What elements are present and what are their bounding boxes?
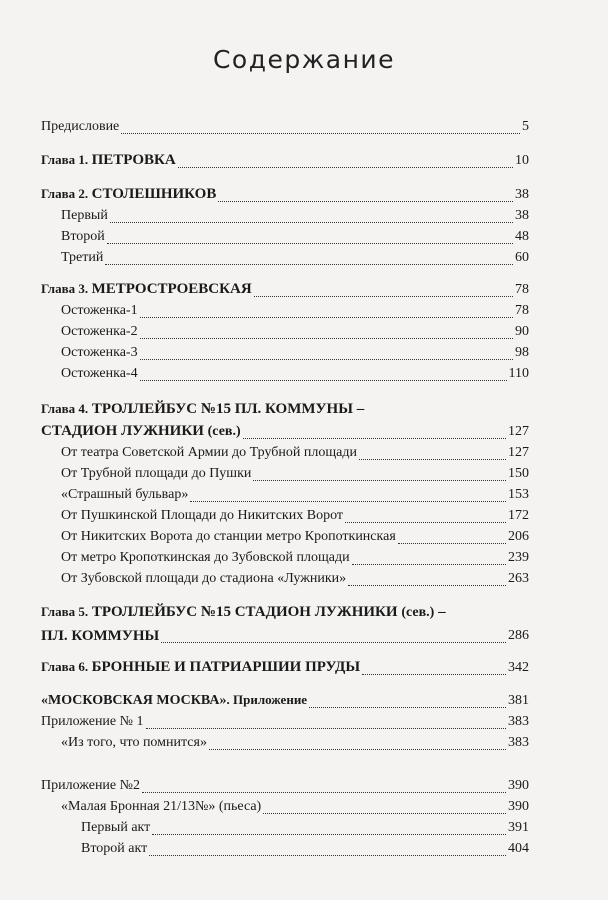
- leader-dots: [140, 380, 507, 381]
- leader-dots: [309, 707, 506, 708]
- toc-entry-page: 98: [515, 345, 529, 360]
- leader-dots: [121, 133, 520, 134]
- toc-entry-title: От Зубовской площади до стадиона «Лужники»: [61, 571, 347, 586]
- toc-entry[interactable]: [41, 526, 529, 547]
- toc-entry-title: СТАДИОН ЛУЖНИКИ (сев.): [41, 423, 241, 439]
- toc-entry-page: 390: [508, 778, 529, 793]
- toc-entry-title: Третий: [61, 250, 104, 265]
- toc-entry-page: 263: [508, 571, 529, 586]
- leader-dots: [352, 564, 506, 565]
- toc-entry-page: 127: [508, 445, 529, 460]
- toc-entry-title: От Никитских Ворота до станции метро Кропоткинская: [61, 529, 396, 544]
- toc-entry-page: 239: [508, 550, 529, 565]
- toc-entry[interactable]: [41, 838, 529, 859]
- toc-entry-page: 390: [508, 799, 529, 814]
- toc-entry[interactable]: [41, 732, 529, 753]
- toc-entry[interactable]: [41, 796, 529, 817]
- toc-entry-title: «МОСКОВСКАЯ МОСКВА». Приложение: [41, 692, 308, 708]
- leader-dots: [107, 243, 513, 244]
- toc-entry-chapter-5-line2[interactable]: [41, 623, 529, 646]
- toc-entry[interactable]: [41, 442, 529, 463]
- leader-dots: [263, 813, 506, 814]
- leader-dots: [345, 522, 506, 523]
- toc-entry-title: От театра Советской Армии до Трубной площади: [61, 445, 357, 460]
- toc-entry-page: 48: [515, 229, 529, 244]
- toc-entry-page: 127: [508, 424, 529, 439]
- toc-entry-appendix-2[interactable]: [41, 775, 529, 796]
- leader-dots: [110, 222, 513, 223]
- toc-entry-page: 38: [515, 208, 529, 223]
- toc-entry-title: Глава 6. БРОННЫЕ И ПАТРИАРШИИ ПРУДЫ: [41, 659, 361, 675]
- toc-entry-title: Остоженка-1: [61, 303, 138, 318]
- toc-entry-page: 404: [508, 841, 529, 856]
- toc-entry-preface[interactable]: [41, 116, 529, 137]
- toc-entry-page: 78: [515, 303, 529, 318]
- leader-dots: [140, 338, 513, 339]
- toc-entry-title: Остоженка-4: [61, 366, 138, 381]
- toc-entry-page: 90: [515, 324, 529, 339]
- toc-entry-title: Глава 3. МЕТРОСТРОЕВСКАЯ: [41, 281, 252, 297]
- toc-entry-page: 38: [515, 187, 529, 202]
- leader-dots: [253, 480, 506, 481]
- toc-entry[interactable]: [41, 817, 529, 838]
- toc-entry-title: Остоженка-3: [61, 345, 138, 360]
- toc-entry-title: Второй акт: [81, 841, 148, 856]
- leader-dots: [362, 674, 506, 675]
- toc-entry-title: Глава 1. ПЕТРОВКА: [41, 152, 176, 168]
- toc-entry-page: 60: [515, 250, 529, 265]
- toc-entry-title: Приложение № 1: [41, 714, 144, 729]
- leader-dots: [254, 296, 513, 297]
- leader-dots: [142, 792, 506, 793]
- toc-entry[interactable]: [41, 568, 529, 589]
- toc-entry-title: Первый акт: [81, 820, 151, 835]
- toc-entry-page: 286: [508, 628, 529, 643]
- toc-entry-page: 381: [508, 693, 529, 708]
- leader-dots: [140, 359, 513, 360]
- toc-entry-chapter-4-line2[interactable]: [41, 419, 529, 442]
- toc-entry-chapter-2[interactable]: [41, 184, 529, 205]
- toc-entry-appendix-1[interactable]: [41, 711, 529, 732]
- toc-entry-page: 383: [508, 735, 529, 750]
- toc-entry-chapter-3[interactable]: [41, 279, 529, 300]
- leader-dots: [152, 834, 506, 835]
- leader-dots: [149, 855, 506, 856]
- toc-entry[interactable]: [41, 547, 529, 568]
- leader-dots: [209, 749, 506, 750]
- toc-entry-title: Глава 4. ТРОЛЛЕЙБУС №15 ПЛ. КОММУНЫ –: [41, 401, 365, 417]
- leader-dots: [146, 728, 507, 729]
- toc-entry[interactable]: [41, 205, 529, 226]
- toc-entry[interactable]: [41, 505, 529, 526]
- toc-entry-page: 78: [515, 282, 529, 297]
- toc-entry[interactable]: [41, 247, 529, 268]
- toc-entry-title: Остоженка-2: [61, 324, 138, 339]
- toc-entry-page: 5: [522, 119, 529, 134]
- toc-entry-page: 172: [508, 508, 529, 523]
- toc-entry-title: Приложение №2: [41, 778, 140, 793]
- toc-entry-chapter-1[interactable]: [41, 150, 529, 171]
- toc-entry-title: Глава 2. СТОЛЕШНИКОВ: [41, 186, 217, 202]
- leader-dots: [359, 459, 506, 460]
- toc-entry-chapter-6[interactable]: [41, 657, 529, 678]
- leader-dots: [348, 585, 506, 586]
- toc-entry-page: 391: [508, 820, 529, 835]
- toc-entry[interactable]: [41, 321, 529, 342]
- leader-dots: [218, 201, 513, 202]
- toc-entry-page: 110: [508, 366, 529, 381]
- toc-entry-title: «Из того, что помнится»: [61, 735, 207, 750]
- toc-entry-appendix[interactable]: [41, 690, 529, 711]
- leader-dots: [140, 317, 513, 318]
- toc-entry-page: 342: [508, 660, 529, 675]
- leader-dots: [243, 438, 506, 439]
- toc-entry-title: От Пушкинской Площади до Никитских Ворот: [61, 508, 343, 523]
- toc-entry-title: ПЛ. КОММУНЫ: [41, 628, 160, 644]
- toc-entry-chapter-5-line1[interactable]: [41, 600, 529, 623]
- toc-entry-title: От метро Кропоткинская до Зубовской площади: [61, 550, 350, 565]
- toc-entry-chapter-4-line1[interactable]: [41, 396, 529, 419]
- toc-entry-title: «Страшный бульвар»: [61, 487, 189, 502]
- toc-entry-title: Второй: [61, 229, 105, 244]
- toc-entry[interactable]: [41, 300, 529, 321]
- toc-entry[interactable]: [41, 484, 529, 505]
- toc-entry-page: 150: [508, 466, 529, 481]
- toc-entry-title: Глава 5. ТРОЛЛЕЙБУС №15 СТАДИОН ЛУЖНИКИ (сев.) –: [41, 604, 446, 620]
- leader-dots: [178, 167, 513, 168]
- toc-entry-title: Первый: [61, 208, 108, 223]
- toc-entry-page: 206: [508, 529, 529, 544]
- toc-entry[interactable]: [41, 226, 529, 247]
- toc-entry[interactable]: [41, 463, 529, 484]
- leader-dots: [190, 501, 506, 502]
- page-title: Содержание: [212, 45, 396, 74]
- toc-entry-page: 153: [508, 487, 529, 502]
- toc-entry[interactable]: [41, 363, 529, 384]
- toc-entry-page: 383: [508, 714, 529, 729]
- toc-entry-title: От Трубной площади до Пушки: [61, 466, 252, 481]
- leader-dots: [105, 264, 513, 265]
- toc-entry[interactable]: [41, 342, 529, 363]
- leader-dots: [161, 642, 506, 643]
- table-of-contents: [41, 116, 529, 859]
- leader-dots: [398, 543, 506, 544]
- toc-entry-title: Предисловие: [41, 119, 120, 134]
- toc-entry-title: «Малая Бронная 21/13№» (пьеса): [61, 799, 262, 814]
- toc-entry-page: 10: [515, 153, 529, 168]
